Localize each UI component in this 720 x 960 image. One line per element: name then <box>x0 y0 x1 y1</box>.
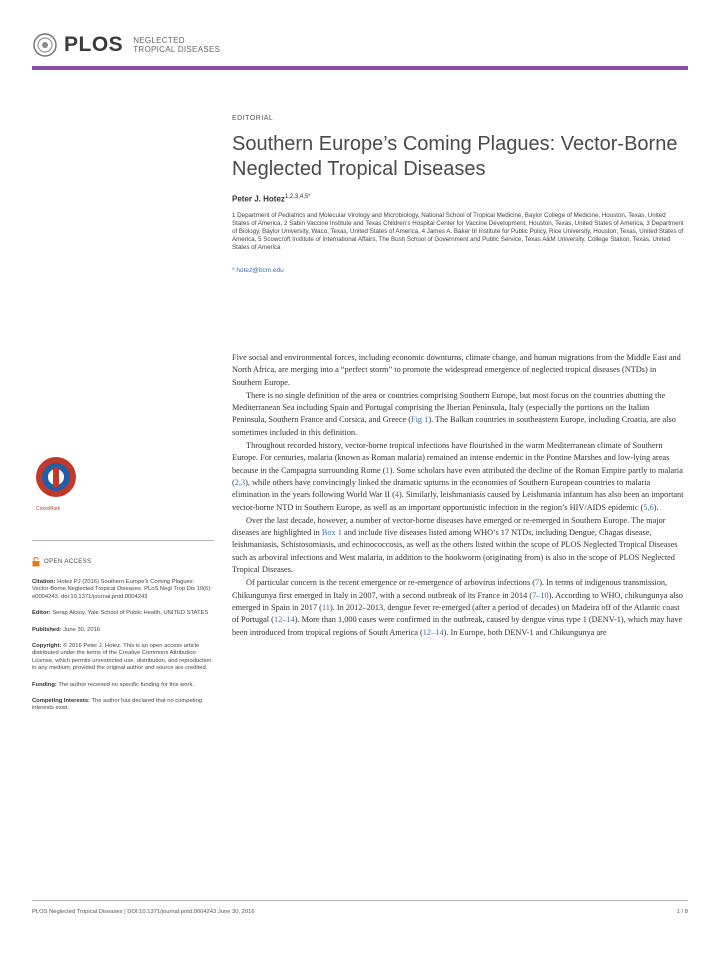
author-name[interactable]: Peter J. Hotez <box>232 194 285 204</box>
footer-rule <box>32 900 688 901</box>
author-affil-marks: 1,2,3,4,5* <box>284 194 311 200</box>
figure-link[interactable]: Fig 1 <box>411 415 429 425</box>
page-footer <box>32 909 688 915</box>
box-link[interactable]: Box 1 <box>321 528 342 538</box>
article-sidebar <box>32 455 212 722</box>
reference-link[interactable]: 7 <box>535 578 540 588</box>
plos-logo-icon <box>32 32 58 58</box>
plos-logo-text: PLOS <box>64 33 124 56</box>
corresponding-email[interactable]: * hotez@bcm.edu <box>232 266 284 274</box>
reference-link[interactable]: 2,3 <box>234 477 246 487</box>
reference-link[interactable]: 5,6 <box>643 502 654 512</box>
footer-citation: PLOS Neglected Tropical Diseases | DOI:10.1371/journal.pntd.0004243 June 30, 2016 <box>32 909 255 915</box>
journal-name: NEGLECTED TROPICAL DISEASES <box>133 36 221 54</box>
reference-link[interactable]: 1 <box>385 465 390 475</box>
body-paragraph: Throughout recorded history, vector-borne tropical infections have flourished in the warm Mediterranean climate of Southern Europe. For centuries, malaria (known as Roman malaria) remained an intense endemic in the Pontine Marshes and low-lying areas because in the Campagna surrounding Rome (1). Some scholars have even attributed the decline of the Roman Empire partly to malaria (2,3), while others have convincingly linked the dramatic upturns in the economies of Southern European countries to malaria elimination in the years following World War II (4). Similarly, leishmaniasis caused by Leishmania infantum has also been an important vector-borne NTD in Southern Europe, as well as an important opportunistic infection in the region’s HIV/AIDS epidemic (5,6). <box>232 441 684 512</box>
article-header <box>232 115 684 274</box>
reference-link[interactable]: 11 <box>321 602 330 612</box>
copyright-block: Copyright: © 2016 Peter J. Hotez. This is an open access article distributed under the terms of the Creative Commons Attribution License, which permits unrestricted use, distribution, and reproduction in any medium, provided the original author and source are credited. <box>32 643 212 672</box>
page-number: 1 / 8 <box>676 909 688 915</box>
article-body <box>232 352 684 640</box>
author-line <box>232 194 684 204</box>
header-rule <box>32 66 688 70</box>
open-access-lock-icon <box>32 557 40 567</box>
citation-block: Citation: Hotez PJ (2016) Southern Europe’s Coming Plagues: Vector-Borne Neglected Tropical Diseases. PLoS Negl Trop Dis 10(6): e0004243. doi:10.1371/journal.pntd.0004243 <box>32 579 212 600</box>
journal-header <box>32 30 220 60</box>
competing-interests-block: Competing Interests: The author has declared that no competing interests exist. <box>32 698 203 712</box>
reference-link[interactable]: 7–10 <box>532 590 549 600</box>
article-type: EDITORIAL <box>232 115 274 122</box>
editor-block: Editor: Serap Aksoy, Yale School of Public Health, UNITED STATES <box>32 610 209 617</box>
reference-link[interactable]: 12–14 <box>422 627 444 637</box>
crossmark-icon[interactable] <box>34 455 78 499</box>
open-access-badge: OPEN ACCESS <box>32 557 212 567</box>
sidebar-rule <box>32 540 214 541</box>
affiliations: 1 Department of Pediatrics and Molecular Virology and Microbiology, National School of Tropical Medicine, Baylor College of Medicine, Houston, Texas, United States of America, 2 Sabin Vaccine Institute and Texas Children’s Hospital Center for Vaccine Development, Houston, Texas, United States of America, 3 Department of Biology, Baylor University, Waco, Texas, United States of America, 4 James A. Baker III Institute for Public Policy, Rice University, Houston, Texas, United States of America, 5 Scowcroft Institute of International Affairs, The Bush School of Government and Public Service, Texas A&M University, College Station, Texas, United States of America <box>232 211 684 252</box>
reference-link[interactable]: 4 <box>394 490 400 500</box>
funding-block: Funding: The author received no specific funding for this work. <box>32 681 194 688</box>
body-paragraph: Five social and environmental forces, including economic downturns, climate change, and human migrations from the Middle East and North Africa, are merging into a “perfect storm” to promote the widespread emergence of neglected tropical diseases (NTDs) in Southern Europe. <box>232 353 681 387</box>
body-paragraph: Over the last decade, however, a number of vector-borne diseases have emerged or re-emerged in Southern Europe. The major diseases are highlighted in Box 1 and include five diseases listed among WHO’s 17 NTDs, including Dengue, Chagas disease, leishmaniasis, Schistosomiasis, and echinococcosis, as well as the others listed within the scope of PLOS Neglected Tropical Diseases such as arboviral infections and West malaria, in addition to the hookworm (originating from) is also in the scope of PLOS Neglected Tropical Diseases. <box>232 515 678 575</box>
crossmark-label: CrossMark <box>36 506 61 512</box>
published-block: Published: June 30, 2016 <box>32 626 101 633</box>
body-paragraph: Of particular concern is the recent emergence or re-emergence of arbovirus infections (7). In terms of indigenous transmission, Chikungunya first emerged in Italy in 2007, with a second outbreak of its France in 2014 (7–10). According to WHO, chikungunya also emerged in Spain in 2017 (11). In 2012–2013, dengue fever re-emerged (after a period of decades) on Madeira off of the Atlantic coast of Portugal (12–14). More than 1,000 cases were confirmed in the outbreak, caused by dengue virus type 1 (DENV-1), which may have been introduced from tropical regions of South America (12–14). In Europe, both DENV-1 and Chikungunya are <box>232 578 683 637</box>
body-paragraph: There is no single definition of the area or countries comprising Southern Europe, but most focus on the countries abutting the Mediterranean Sea including Spain and Portugal comprising the Iberian Peninsula, Italy (especially the portions on the Italian Peninsula, Southern France and Corsica, and Greece (Fig 1). The Balkan countries in southeastern Europe, including Croatia, are also sometimes included in this definition. <box>232 390 676 437</box>
reference-link[interactable]: 12–14 <box>273 615 295 625</box>
article-title: Southern Europe’s Coming Plagues: Vector-Borne Neglected Tropical Diseases <box>232 133 678 180</box>
